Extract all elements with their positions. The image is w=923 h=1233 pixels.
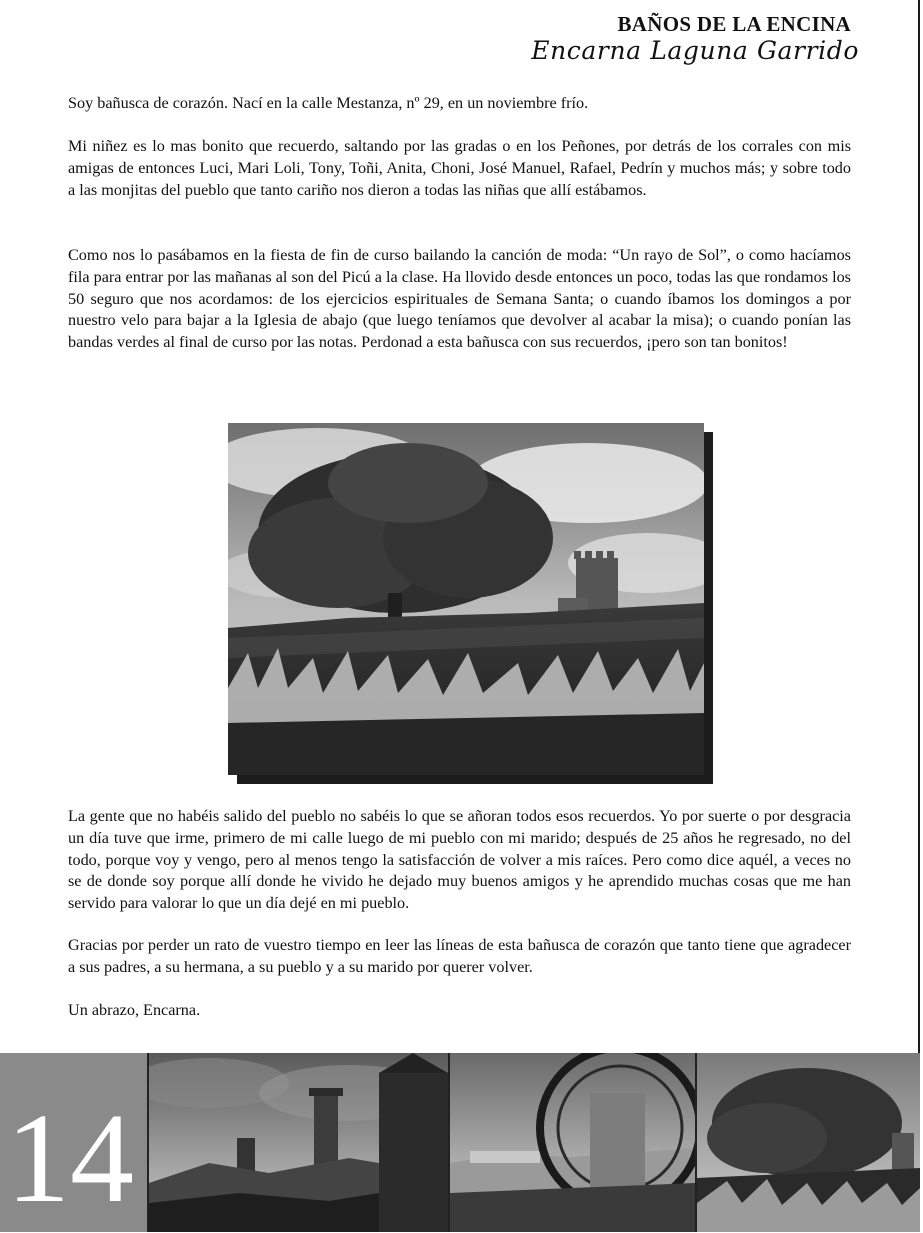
page-number: 14 [6, 1087, 134, 1229]
footer-photo-water-wheel [450, 1053, 695, 1232]
photo-frame [228, 423, 704, 775]
footer-photo-olive-tree [697, 1053, 920, 1232]
olive-tree-castle-photo [228, 423, 704, 775]
article-paragraph-2: Mi niñez es lo mas bonito que recuerdo, saltando por las gradas o en los Peñones, por detrás de los corrales con mis amigas de entonces Luci, Mari Loli, Tony, Toñi, Anita, Choni, José Manuel, Rafael, Pedrín y muchos más; y sobre todo a las monjitas del pueblo que tanto cariño nos dieron a todas las niñas que allí estábamos. [68, 137, 851, 199]
article-paragraph-4: La gente que no habéis salido del pueblo no sabéis lo que se añoran todos esos recuerdos. Yo por suerte o por desgracia un día tuve que irme, primero de mi calle luego de mi pueblo con mi marido; después de 25 años he regresado, no del todo, porque voy y vengo, pero al menos tengo la satisfacción de volver a mis raíces. Pero como dice aquél, a veces no se de donde soy porque allí donde he vivido he dejado muy buenos amigos y he aprendido muchas cosas que me han servido para valorar lo que un día dejé en mi pueblo. [68, 807, 851, 913]
footer-photo-village-church [149, 1053, 448, 1232]
article-paragraph-1: Soy bañusca de corazón. Nací en la calle Mestanza, nº 29, en un noviembre frío. [68, 94, 589, 112]
page-number-box [0, 1053, 147, 1232]
article-author: Encarna Laguna Garrido [531, 36, 859, 65]
article-paragraph-5: Gracias por perder un rato de vuestro tiempo en leer las líneas de esta bañusca de corazón que tanto tiene que agradecer a sus padres, a su hermana, a su pueblo y a su marido por querer volver. [68, 936, 851, 976]
article-paragraph-3: Como nos lo pasábamos en la fiesta de fin de curso bailando la canción de moda: “Un rayo de Sol”, o como hacíamos fila para entrar por las mañanas al son del Picú a la clase. Ha llovido desde entonces un poco, todas las que rondamos los 50 seguro que nos acordamos: de los ejercicios espirituales de Semana Santa; o cuando íbamos los domingos a por nuestro velo para bajar a la Iglesia de abajo (que luego teníamos que devolver al acabar la misa); o cuando ponían las bandas verdes al final de curso por las notas. Perdonad a esta bañusca con sus recuerdos, ¡pero son tan bonitos! [68, 246, 851, 352]
right-edge-rule [918, 0, 920, 1232]
magazine-section-title: BAÑOS DE LA ENCINA [617, 12, 851, 36]
footer-photo-strip [0, 1053, 920, 1232]
article-closing: Un abrazo, Encarna. [68, 1001, 201, 1019]
